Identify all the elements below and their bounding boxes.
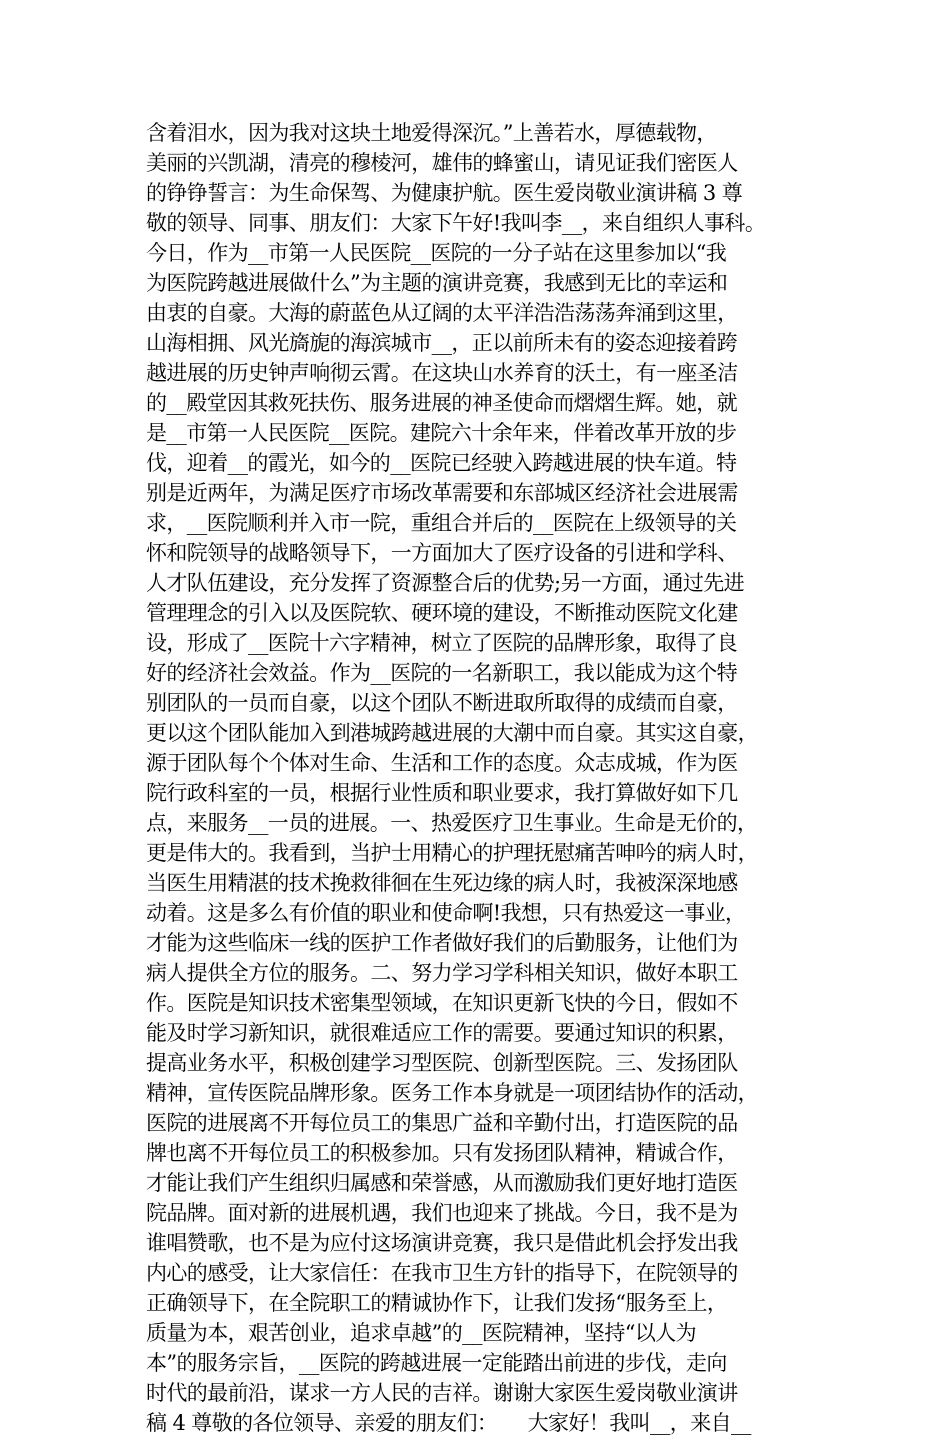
text-line: 的铮铮誓言：为生命保驾、为健康护航。医生爱岗敬业演讲稿 3 尊: [146, 181, 743, 205]
text-line: 时代的最前沿，谋求一方人民的吉祥。谢谢大家医生爱岗敬业演讲: [146, 1381, 738, 1405]
text-line: 设，形成了__医院十六字精神，树立了医院的品牌形象，取得了良: [146, 631, 737, 655]
text-line: 美丽的兴凯湖，清亮的穆棱河，雄伟的蜂蜜山，请见证我们密医人: [146, 151, 738, 175]
text-line: 为医院跨越进展做什么”为主题的演讲竞赛，我感到无比的幸运和: [146, 271, 728, 295]
text-line: 更以这个团队能加入到港城跨越进展的大潮中而自豪。其实这自豪，: [146, 721, 758, 745]
text-line: 管理理念的引入以及医院软、硬环境的建设，不断推动医院文化建: [146, 601, 738, 625]
text-line: 是__市第一人民医院__医院。建院六十余年来，伴着改革开放的步: [146, 421, 737, 445]
text-line: 才能为这些临床一线的医护工作者做好我们的后勤服务，让他们为: [146, 931, 738, 955]
text-line: 越进展的历史钟声响彻云霄。在这块山水养育的沃土，有一座圣洁: [146, 361, 738, 385]
text-line: 本”的服务宗旨，__医院的跨越进展一定能踏出前进的步伐，走向: [146, 1351, 727, 1375]
text-line: 院行政科室的一员，根据行业性质和职业要求，我打算做好如下几: [146, 781, 738, 805]
text-line: 山海相拥、风光旖旎的海滨城市__，正以前所未有的姿态迎接着跨: [146, 331, 737, 355]
text-line: 伐，迎着__的霞光，如今的__医院已经驶入跨越进展的快车道。特: [146, 451, 737, 475]
text-line: 病人提供全方位的服务。二、努力学习学科相关知识，做好本职工: [146, 961, 738, 985]
text-line: 质量为本，艰苦创业，追求卓越”的__医院精神，坚持“以人为: [146, 1321, 697, 1345]
text-line: 谁唱赞歌，也不是为应付这场演讲竞赛，我只是借此机会抒发出我: [146, 1231, 738, 1255]
text-line: 别是近两年，为满足医疗市场改革需要和东部城区经济社会进展需: [146, 481, 738, 505]
document-body: [146, 118, 826, 1438]
text-line: 求，__医院顺利并入市一院，重组合并后的__医院在上级领导的关: [146, 511, 737, 535]
text-line: 精神，宣传医院品牌形象。医务工作本身就是一项团结协作的活动，: [146, 1081, 758, 1105]
text-line: 能及时学习新知识，就很难适应工作的需要。要通过知识的积累，: [146, 1021, 738, 1045]
text-line: 当医生用精湛的技术挽救徘徊在生死边缘的病人时，我被深深地感: [146, 871, 738, 895]
text-line: 好的经济社会效益。作为__医院的一名新职工，我以能成为这个特: [146, 661, 737, 685]
text-line: 怀和院领导的战略领导下，一方面加大了医疗设备的引进和学科、: [146, 541, 738, 565]
text-line: 医院的进展离不开每位员工的集思广益和辛勤付出，打造医院的品: [146, 1111, 738, 1135]
text-line: 更是伟大的。我看到，当护士用精心的护理抚慰痛苦呻吟的病人时，: [146, 841, 758, 865]
text-line: 才能让我们产生组织归属感和荣誉感，从而激励我们更好地打造医: [146, 1171, 738, 1195]
text-line: 由衷的自豪。大海的蔚蓝色从辽阔的太平洋浩浩荡荡奔涌到这里，: [146, 301, 738, 325]
text-line: 牌也离不开每位员工的积极参加。只有发扬团队精神，精诚合作，: [146, 1141, 738, 1165]
text-line: 敬的领导、同事、朋友们：大家下午好!我叫李__，来自组织人事科。: [146, 211, 766, 235]
text-line: 稿 4 尊敬的各位领导、亲爱的朋友们： 大家好！我叫__，来自__: [146, 1411, 751, 1435]
text-line: 含着泪水，因为我对这块土地爱得深沉。”上善若水，厚德载物，: [146, 121, 717, 145]
text-line: 提高业务水平，积极创建学习型医院、创新型医院。三、发扬团队: [146, 1051, 738, 1075]
text-line: 正确领导下，在全院职工的精诚协作下，让我们发扬“服务至上，: [146, 1291, 728, 1315]
text-line: 动着。这是多么有价值的职业和使命啊!我想，只有热爱这一事业，: [146, 901, 746, 925]
text-line: 作。医院是知识技术密集型领域，在知识更新飞快的今日，假如不: [146, 991, 738, 1015]
text-line: 院品牌。面对新的进展机遇，我们也迎来了挑战。今日，我不是为: [146, 1201, 738, 1225]
text-line: 今日，作为__市第一人民医院__医院的一分子站在这里参加以“我: [146, 241, 727, 265]
text-line: 的__殿堂因其救死扶伤、服务进展的神圣使命而熠熠生辉。她，就: [146, 391, 737, 415]
text-line: 内心的感受，让大家信任：在我市卫生方针的指导下，在院领导的: [146, 1261, 738, 1285]
text-line: 人才队伍建设，充分发挥了资源整合后的优势;另一方面，通过先进: [146, 571, 745, 595]
text-line: 别团队的一员而自豪，以这个团队不断进取所取得的成绩而自豪，: [146, 691, 738, 715]
text-line: 源于团队每个个体对生命、生活和工作的态度。众志成城，作为医: [146, 751, 738, 775]
text-line: 点，来服务__一员的进展。一、热爱医疗卫生事业。生命是无价的，: [146, 811, 758, 835]
